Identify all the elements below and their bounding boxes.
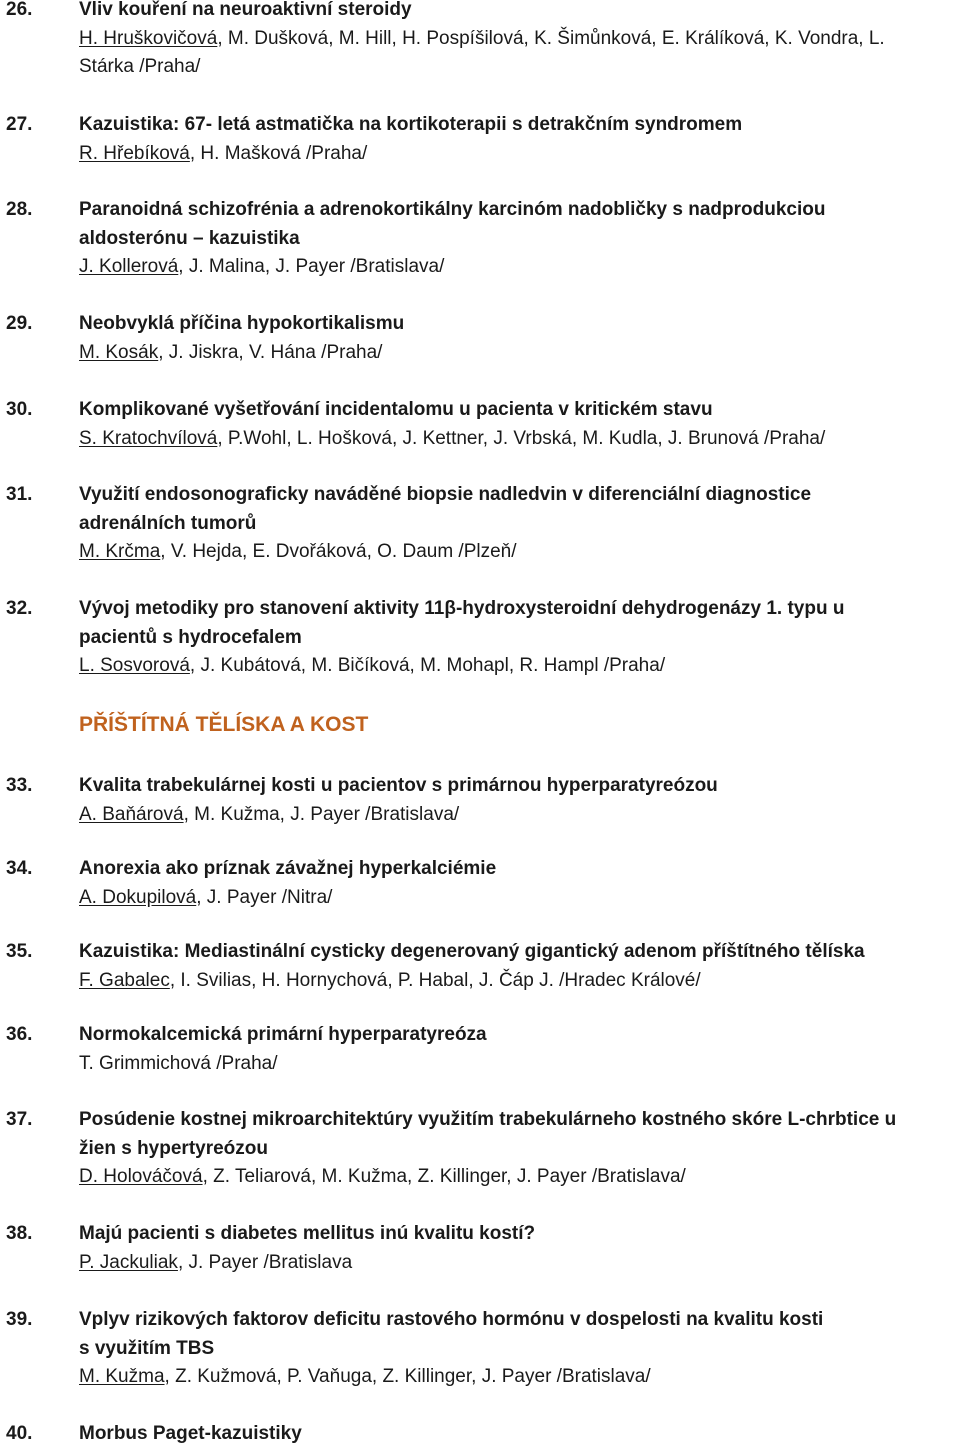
entry-authors [79, 967, 958, 996]
entry-authors [79, 253, 958, 282]
entry-title-continued: adrenálních tumorů [79, 512, 257, 534]
entry-title: Vliv kouření na neuroaktivní steroidy [79, 0, 412, 20]
entry-authors [79, 801, 958, 830]
entry-number: 26. [6, 0, 33, 20]
first-author: A. Baňárová [79, 803, 184, 825]
first-author: D. Holováčová [79, 1166, 203, 1187]
co-authors: , H. Mašková /Praha/ [189, 142, 368, 164]
first-author: L. Sosvorová [79, 655, 190, 676]
entry-authors [79, 652, 958, 681]
first-author: R. Hřebíková [79, 142, 190, 164]
entry-number: 27. [6, 114, 33, 135]
first-author: M. Kužma [79, 1366, 165, 1387]
entry-authors [79, 538, 958, 567]
entry-title: Normokalcemická primární hyperparatyreóza [79, 1024, 487, 1045]
entry-authors [79, 25, 958, 54]
entry-authors [79, 1249, 958, 1278]
entry-authors [79, 140, 958, 169]
entry-title: Posúdenie kostnej mikroarchitektúry využitím trabekulárneho kostného skóre L-chrbtice u [79, 1109, 897, 1130]
entry-title: Vývoj metodiky pro stanovení aktivity 11β-hydroxysteroidní dehydrogenázy 1. typu u [79, 598, 845, 619]
entry-number: 30. [6, 399, 33, 420]
co-authors: , J. Jiskra, V. Hána /Praha/ [158, 341, 383, 363]
entry-number: 38. [6, 1223, 33, 1244]
co-authors: , I. Svilias, H. Hornychová, P. Habal, J. Čáp J. /Hradec Králové/ [169, 969, 701, 991]
entry-number: 35. [6, 941, 33, 962]
first-author: M. Krčma [79, 541, 161, 562]
first-author: M. Kosák [79, 341, 159, 363]
entry-title: Morbus Paget-kazuistiky [79, 1423, 302, 1444]
first-author: A. Dokupilová [79, 886, 197, 908]
first-author: J. Kollerová [79, 256, 179, 277]
entry-title: Paranoidná schizofrénia a adrenokortikálny karcinóm nadobličky s nadprodukciou [79, 199, 826, 220]
entry-body [79, 1021, 958, 1078]
entry-number: 33. [6, 775, 33, 796]
entry-number: 36. [6, 1024, 33, 1045]
entry-authors [79, 425, 958, 454]
entry-title: Vplyv rizikových faktorov deficitu rastového hormónu v dospelosti na kvalitu kosti [79, 1309, 824, 1330]
entry-title: Neobvyklá příčina hypokortikalismu [79, 313, 405, 334]
entry-title: Využití endosonograficky naváděné biopsie nadledvin v diferenciální diagnostice [79, 484, 812, 505]
entry-body [79, 1306, 958, 1392]
first-author: P. Jackuliak [79, 1251, 178, 1273]
entry-body [79, 111, 958, 168]
entry-authors [79, 884, 958, 913]
entry-title: Kazuistika: 67- letá astmatička na kortikoterapii s detrakčním syndromem [79, 114, 743, 135]
entry-title: Kazuistika: Mediastinální cysticky degenerovaný gigantický adenom příštítného tělíska [79, 941, 865, 962]
entry-title: Kvalita trabekulárnej kosti u pacientov s primárnou hyperparatyreózou [79, 775, 718, 796]
entry-body [79, 396, 958, 453]
entry-body [79, 1106, 958, 1192]
entry-body [79, 310, 958, 367]
entry-number: 34. [6, 858, 33, 879]
entry-number: 32. [6, 598, 33, 619]
entry-number: 39. [6, 1309, 33, 1330]
co-authors: , J. Malina, J. Payer /Bratislava/ [178, 256, 445, 277]
entry-authors [79, 1363, 958, 1392]
first-author: H. Hruškovičová [79, 27, 218, 49]
entry-title-continued: žien s hypertyreózou [79, 1137, 268, 1159]
co-authors: , J. Payer /Bratislava [177, 1251, 353, 1273]
entry-number: 29. [6, 313, 33, 334]
entry-title-continued: s využitím TBS [79, 1337, 215, 1359]
section-heading: PŘÍŠTÍTNÁ TĚLÍSKA A KOST [79, 713, 369, 736]
entry-title: Anorexia ako príznak závažnej hyperkalciémie [79, 858, 497, 879]
entry-authors: T. Grimmichová /Praha/ [79, 1052, 278, 1074]
co-authors: , Z. Kužmová, P. Vaňuga, Z. Killinger, J. Payer /Bratislava/ [164, 1366, 651, 1387]
entry-title: Komplikované vyšetřování incidentalomu u pacienta v kritickém stavu [79, 399, 713, 420]
entry-body [79, 938, 958, 995]
first-author: F. Gabalec [79, 969, 170, 991]
co-authors: , P.Wohl, L. Hošková, J. Kettner, J. Vrbská, M. Kudla, J. Brunová /Praha/ [217, 427, 826, 449]
entry-authors [79, 1163, 958, 1192]
first-author: S. Kratochvílová [79, 427, 218, 449]
entry-number: 37. [6, 1109, 33, 1130]
entry-body [79, 595, 958, 681]
entry-title-continued: pacientů s hydrocefalem [79, 626, 302, 648]
entry-body [79, 772, 958, 829]
entry-title: Majú pacienti s diabetes mellitus inú kvalitu kostí? [79, 1223, 536, 1244]
entry-body [79, 1220, 958, 1277]
co-authors: , M. Dušková, M. Hill, H. Pospíšilová, K. Šimůnková, E. Králíková, K. Vondra, L. [217, 27, 885, 49]
entry-number: 28. [6, 199, 33, 220]
entry-number: 31. [6, 484, 33, 505]
entry-body [79, 481, 958, 567]
entry-body [79, 196, 958, 282]
co-authors: , M. Kužma, J. Payer /Bratislava/ [183, 803, 460, 825]
entry-authors-continued: Stárka /Praha/ [79, 56, 201, 77]
co-authors: , Z. Teliarová, M. Kužma, Z. Killinger, J. Payer /Bratislava/ [202, 1166, 686, 1187]
entry-body [79, 1420, 958, 1449]
co-authors: , J. Payer /Nitra/ [196, 886, 333, 908]
entry-body [79, 855, 958, 912]
co-authors: , V. Hejda, E. Dvořáková, O. Daum /Plzeň/ [160, 541, 517, 562]
entry-title-continued: aldosterónu – kazuistika [79, 227, 300, 249]
co-authors: , J. Kubátová, M. Bičíková, M. Mohapl, R. Hampl /Praha/ [189, 655, 666, 676]
entry-number: 40. [6, 1423, 33, 1444]
entry-body [79, 0, 958, 82]
entry-authors [79, 339, 958, 368]
